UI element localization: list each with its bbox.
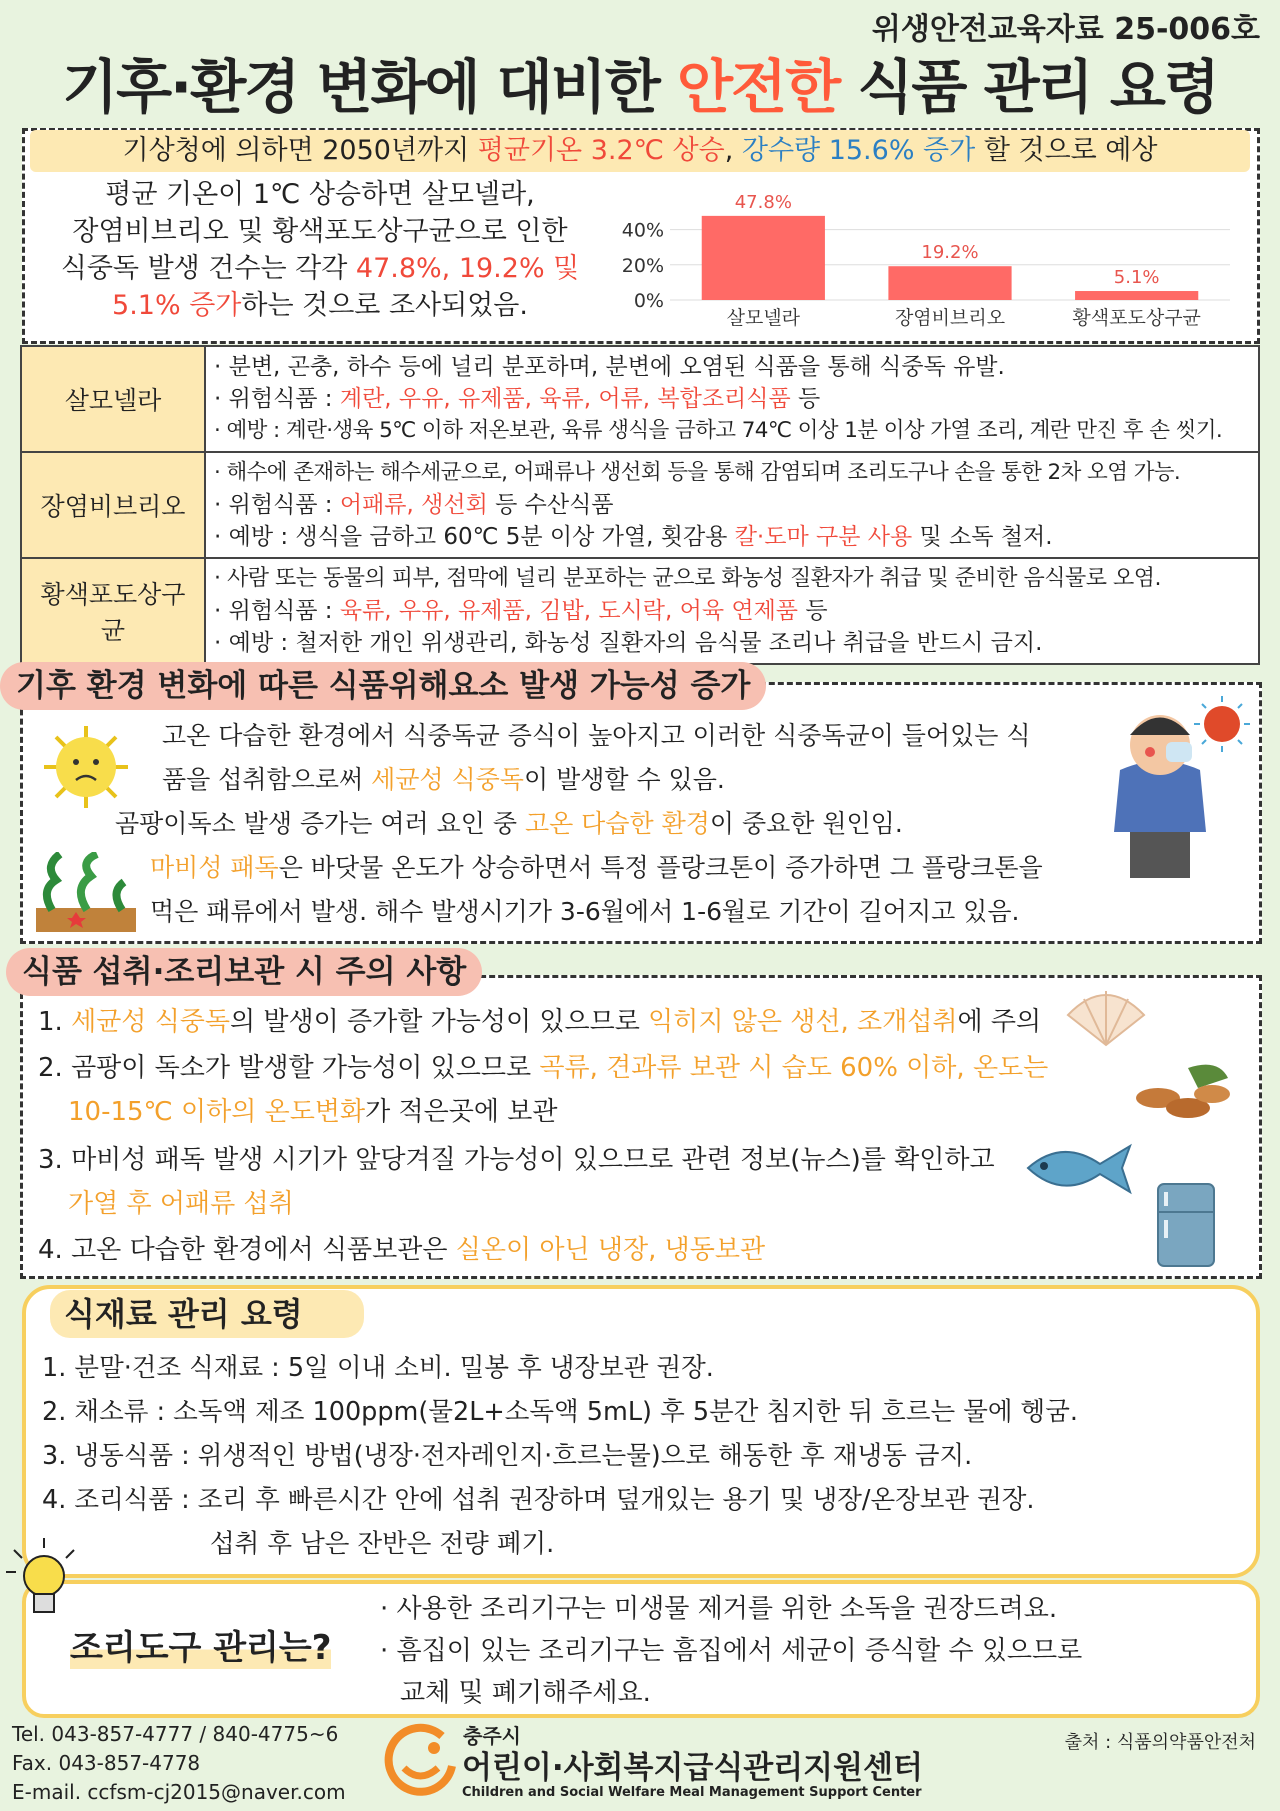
sec2-para3 — [150, 846, 1043, 934]
item4-hl: 실온이 아닌 냉장, 냉동보관 — [455, 1235, 766, 1265]
banner-rain: 강수량 15.6% 증가 — [741, 135, 976, 166]
ingredient-item: 1. 분말·건조 식재료 : 5일 이내 소비. 밀봉 후 냉장보관 권장. — [42, 1353, 714, 1383]
info-line-pre: · 위험식품 : — [214, 598, 340, 624]
banner-post: 할 것으로 예상 — [975, 135, 1158, 166]
item4-pre: 4. 고온 다습한 환경에서 식품보관은 — [38, 1235, 456, 1265]
center-name: 어린이·사회복지급식관리지원센터 — [462, 1750, 923, 1786]
ingredient-heading: 식재료 관리 요령 — [50, 1290, 364, 1338]
utensil-text — [380, 1588, 1082, 1714]
fridge-icon — [1154, 1180, 1220, 1270]
utensil-line: · 사용한 조리기구는 미생물 제거를 위한 소독을 권장드려요. — [380, 1594, 1058, 1624]
intro-line4 — [40, 287, 600, 324]
intro-line1: 평균 기온이 1℃ 상승하면 살모넬라, — [105, 179, 535, 210]
sec2-p2-hl: 고온 다습한 환경 — [524, 809, 710, 838]
bar — [702, 216, 825, 300]
item2-hl2: 10-15℃ 이하의 온도변화 — [68, 1097, 366, 1127]
precaution-item-2 — [38, 1046, 1048, 1134]
item2-pre: 2. 곰팡이 독소가 발생할 가능성이 있으므로 — [38, 1053, 540, 1083]
sec2-p1b — [162, 758, 1030, 802]
risk-foods: 육류, 우유, 유제품, 김밥, 도시락, 어육 연제품 — [339, 598, 799, 624]
footer-tel: Tel. 043-857-4777 / 840-4775~6 — [12, 1722, 339, 1746]
y-tick-label: 40% — [621, 219, 664, 242]
ingredient-item: 2. 채소류 : 소독액 제조 100ppm(물2L+소독액 5mL) 후 5분간 침지한 뒤 흐르는 물에 헹굼. — [42, 1397, 1078, 1427]
precaution-item-1 — [38, 1000, 1041, 1044]
ingredient-list — [42, 1346, 1078, 1566]
sec2-para1 — [162, 714, 1030, 802]
info-line-pre: · 위험식품 : — [214, 386, 340, 412]
y-tick-label: 20% — [621, 254, 664, 277]
footer-fax: Fax. 043-857-4778 — [12, 1751, 201, 1775]
shell-icon — [1064, 985, 1148, 1049]
precaution-item-4 — [38, 1228, 765, 1272]
intro-line3-hl: 47.8%, 19.2% 및 — [355, 253, 580, 284]
nuts-icon — [1128, 1058, 1236, 1128]
sec2-p2-post: 이 중요한 원인임. — [709, 809, 903, 838]
seaweed-icon — [32, 852, 142, 934]
info-line — [214, 521, 1250, 553]
info-line: · 예방 : 철저한 개인 위생관리, 화농성 질환자의 음식물 조리나 취급을 반드시 금지. — [214, 630, 1043, 656]
center-city: 충주시 — [463, 1724, 521, 1748]
info-line — [214, 383, 1250, 415]
intro-line3 — [40, 250, 600, 287]
utensil-heading: 조리도구 관리는? — [70, 1620, 331, 1669]
info-line: · 사람 또는 동물의 피부, 점막에 널리 분포하는 균으로 화농성 질환자가 취급 및 준비한 음식물로 오염. — [214, 566, 1161, 591]
bacteria-info — [205, 452, 1259, 558]
y-tick-label: 0% — [633, 290, 664, 312]
fish-icon — [1022, 1138, 1134, 1200]
sec2-p1b-hl: 세균성 식중독 — [371, 765, 524, 794]
lightbulb-icon — [4, 1536, 88, 1622]
forecast-banner — [30, 130, 1250, 172]
item1-post: 에 주의 — [957, 1007, 1042, 1037]
x-tick-label: 살모넬라 — [726, 307, 801, 329]
table-row — [21, 452, 1259, 558]
item1-mid: 의 발생이 증가할 가능성이 있으므로 — [230, 1007, 649, 1037]
footer-email[interactable]: E-mail. ccfsm-cj2015@naver.com — [12, 1780, 346, 1804]
item1-pre: 1. — [38, 1007, 72, 1037]
bar — [1075, 291, 1198, 300]
sec2-p3a-post: 은 바닷물 온도가 상승하면서 특정 플랑크톤이 증가하면 그 플랑크톤을 — [278, 853, 1043, 882]
banner-sep: , — [724, 135, 742, 166]
info-line — [214, 595, 1250, 627]
info-line-post: 등 — [798, 598, 828, 624]
smile-logo-icon — [382, 1722, 458, 1798]
footer-source: 출처 : 식품의약품안전처 — [1064, 1732, 1256, 1753]
intro-text — [40, 176, 600, 324]
title-part1: 기후·환경 변화에 대비한 — [62, 53, 678, 121]
info-line: · 분변, 곤충, 하수 등에 널리 분포하며, 분변에 오염된 식품을 통해 식중독 유발. — [214, 354, 1005, 380]
virus-icon — [36, 722, 136, 812]
sec2-p2-pre: 곰팡이독소 발생 증가는 여러 요인 중 — [115, 809, 525, 838]
bacteria-name: 황색포도상구균 — [21, 558, 205, 664]
banner-temp: 평균기온 3.2℃ 상승 — [477, 135, 725, 166]
precaution-heading: 식품 섭취·조리보관 시 주의 사항 — [6, 948, 482, 996]
utensil-line: 교체 및 폐기해주세요. — [400, 1678, 651, 1708]
bar-value-label: 19.2% — [921, 242, 979, 264]
sec2-p3b: 먹은 패류에서 발생. 해수 발생시기가 3-6월에서 1-6월로 기간이 길어지고 있음. — [150, 897, 1020, 926]
bar — [888, 266, 1011, 300]
sec2-p1a: 고온 다습한 환경에서 식중독균 증식이 높아지고 이러한 식중독균이 들어있는 식 — [162, 721, 1031, 750]
ingredient-item-cont: 섭취 후 남은 잔반은 전량 폐기. — [210, 1529, 555, 1559]
sec2-para2 — [115, 802, 903, 846]
info-line-post: 및 소독 철저. — [912, 524, 1053, 550]
document-number: 위생안전교육자료 25-006호 — [871, 12, 1260, 47]
item1-hl1: 세균성 식중독 — [71, 1007, 231, 1037]
center-name-en: Children and Social Welfare Meal Management Support Center — [462, 1785, 922, 1800]
x-tick-label: 장염비브리오 — [894, 307, 1006, 329]
bacteria-table — [20, 345, 1260, 665]
risk-foods: 계란, 우유, 유제품, 육류, 어류, 복합조리식품 — [339, 386, 791, 412]
intro-line4-post: 하는 것으로 조사되었음. — [241, 290, 528, 321]
utensil-line: · 흠집이 있는 조리기구는 흠집에서 세균이 증식할 수 있으므로 — [380, 1636, 1083, 1666]
banner-pre: 기상청에 의하면 2050년까지 — [122, 135, 478, 166]
bacteria-info — [205, 346, 1259, 452]
bar-value-label: 47.8% — [734, 191, 792, 213]
intro-line2: 장염비브리오 및 황색포도상구균으로 인한 — [72, 216, 568, 247]
info-line-post: 등 수산식품 — [487, 492, 614, 518]
prevention-hl: 칼·도마 구분 사용 — [734, 524, 913, 550]
table-row — [21, 558, 1259, 664]
sec2-p3a — [150, 846, 1043, 890]
ingredient-item: 3. 냉동식품 : 위생적인 방법(냉장·전자레인지·흐르는물)으로 해동한 후 재냉동 금지. — [42, 1441, 973, 1471]
bacteria-info — [205, 558, 1259, 664]
ingredient-item: 4. 조리식품 : 조리 후 빠른시간 안에 섭취 권장하며 덮개있는 용기 및 냉장/온장보관 권장. — [42, 1485, 1035, 1515]
bar-value-label: 5.1% — [1113, 267, 1160, 289]
risk-foods: 어패류, 생선회 — [339, 492, 488, 518]
title-part2: 식품 관리 요령 — [839, 53, 1218, 121]
page-title — [0, 40, 1280, 124]
hazard-heading: 기후 환경 변화에 따른 식품위해요소 발생 가능성 증가 — [0, 662, 766, 710]
sec2-p3a-hl: 마비성 패독 — [150, 853, 279, 882]
item2-hl1: 곡류, 견과류 보관 시 습도 60% 이하, 온도는 — [539, 1053, 1049, 1083]
info-line-pre: · 위험식품 : — [214, 492, 340, 518]
info-line-post: 등 — [790, 386, 821, 412]
bacteria-name: 살모넬라 — [21, 346, 205, 452]
info-line-pre: · 예방 : 생식을 금하고 60℃ 5분 이상 가열, 횟감용 — [214, 524, 735, 550]
title-highlight: 안전한 — [677, 53, 840, 121]
outbreak-bar-chart — [610, 176, 1240, 334]
bacteria-name: 장염비브리오 — [21, 452, 205, 558]
info-line — [214, 489, 1250, 521]
footer-contact — [12, 1720, 346, 1807]
sec2-p1b-pre: 품을 섭취함으로써 — [162, 765, 372, 794]
item3-hl: 가열 후 어패류 섭취 — [68, 1189, 294, 1219]
info-line: · 예방 : 계란·생육 5℃ 이하 저온보관, 육류 생식을 금하고 74℃ 이상 1분 이상 가열 조리, 계란 만진 후 손 씻기. — [214, 418, 1223, 443]
info-line: · 해수에 존재하는 해수세균으로, 어패류나 생선회 등을 통해 감염되며 조리도구나 손을 통한 2차 오염 가능. — [214, 460, 1181, 485]
intro-line3-pre: 식중독 발생 건수는 각각 — [60, 253, 356, 284]
precaution-item-3 — [38, 1138, 995, 1226]
item2-post: 가 적은곳에 보관 — [365, 1097, 558, 1127]
intro-line4-hl: 5.1% 증가 — [112, 290, 242, 321]
x-tick-label: 황색포도상구균 — [1072, 307, 1201, 329]
sec2-p1b-post: 이 발생할 수 있음. — [523, 765, 725, 794]
item1-hl2: 익히지 않은 생선, 조개섭취 — [648, 1007, 958, 1037]
table-row — [21, 346, 1259, 452]
sun-icon — [1192, 694, 1252, 754]
item3-pre: 3. 마비성 패독 발생 시기가 앞당겨질 가능성이 있으므로 관련 정보(뉴스)를 확인하고 — [38, 1145, 995, 1175]
